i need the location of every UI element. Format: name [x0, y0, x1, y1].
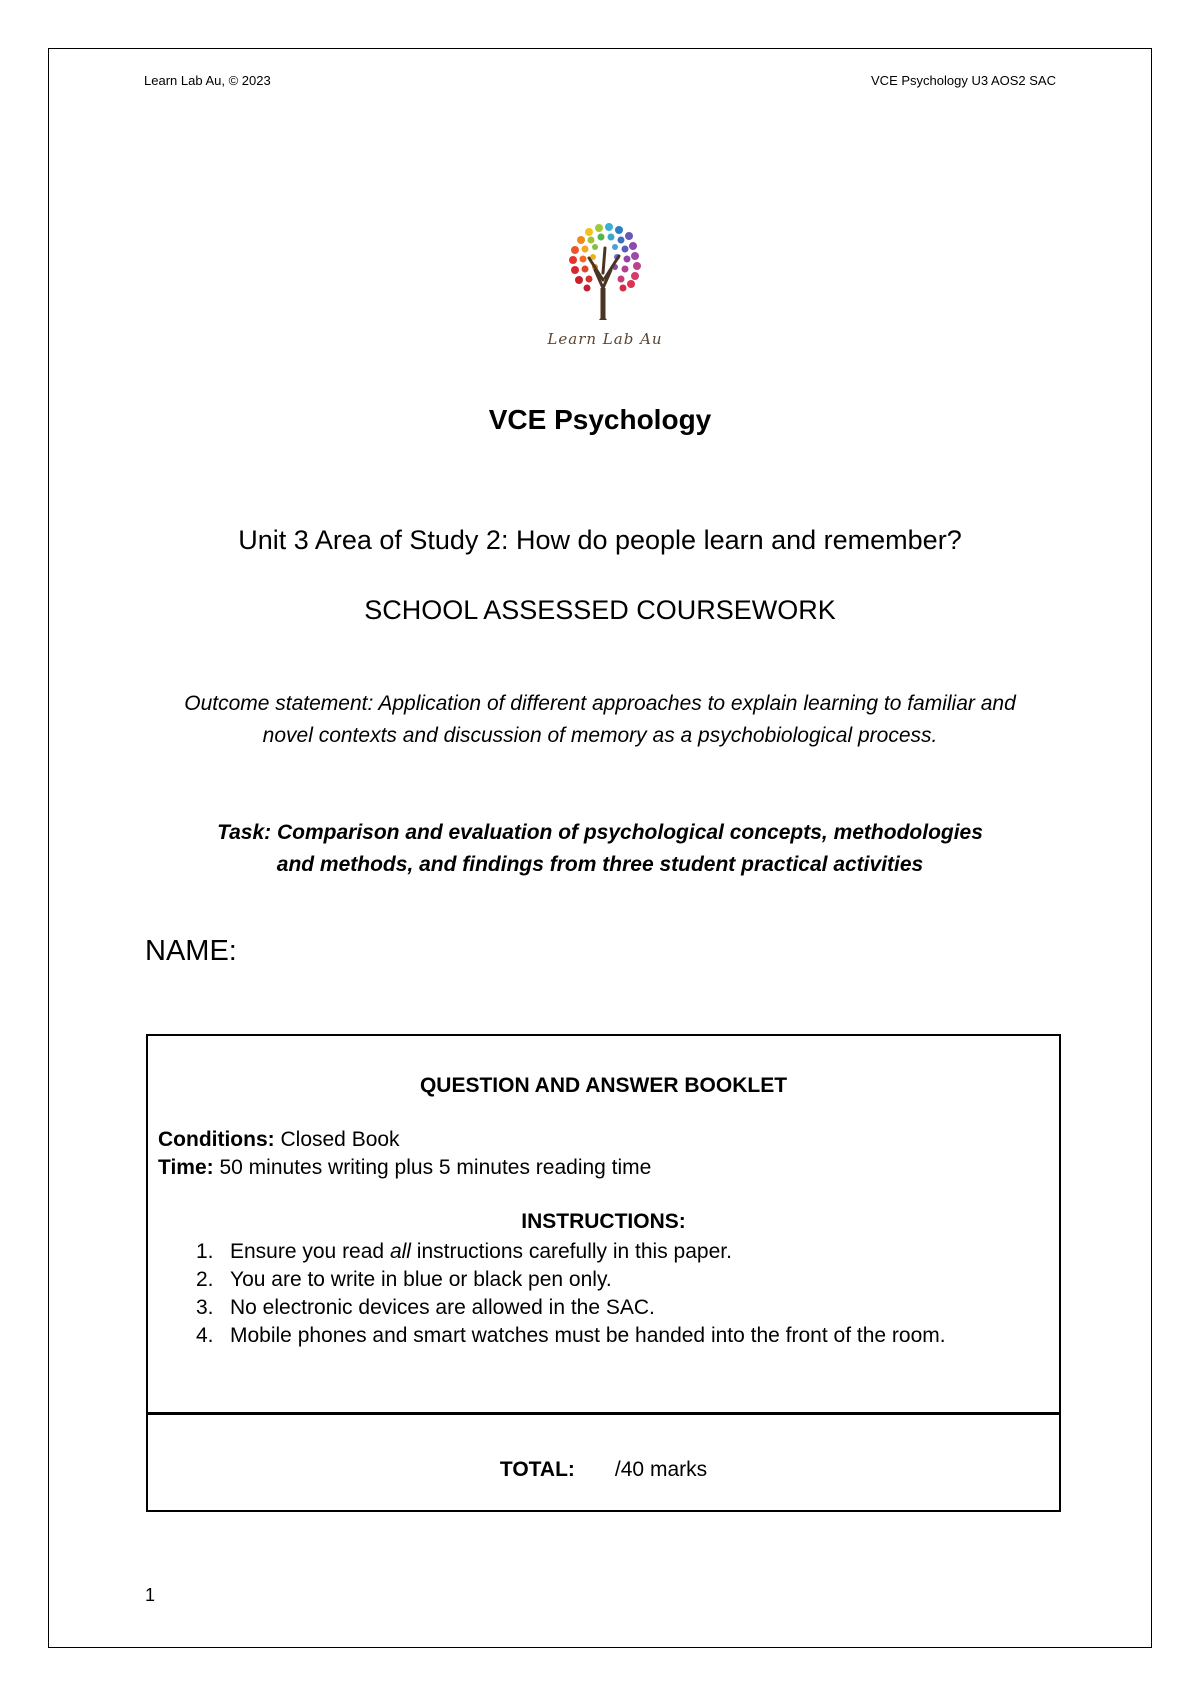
conditions-row [158, 1126, 651, 1154]
task-line-2: and methods, and findings from three student practical activities [276, 853, 924, 876]
list-item-text: Ensure you read [230, 1240, 390, 1263]
conditions-block [158, 1126, 651, 1182]
list-item-text: No electronic devices are allowed in the SAC. [230, 1296, 655, 1319]
booklet-title: QUESTION AND ANSWER BOOKLET [419, 1074, 788, 1097]
list-item-text: Mobile phones and smart watches must be handed into the front of the room. [230, 1324, 946, 1347]
time-value: 50 minutes writing plus 5 minutes reading time [219, 1156, 652, 1179]
header-right: VCE Psychology U3 AOS2 SAC [871, 73, 1056, 88]
instructions-title: INSTRUCTIONS: [521, 1210, 686, 1233]
conditions-value: Closed Book [280, 1128, 400, 1151]
header-left: Learn Lab Au, © 2023 [144, 73, 271, 88]
outcome-statement: Outcome statement: Application of different approaches to explain learning to familiar and novel contexts and discussion of memory as a psychobiological process. [184, 692, 1016, 747]
list-item-text: instructions carefully in this paper. [410, 1240, 732, 1263]
page-number: 1 [145, 1585, 156, 1605]
instructions-list [158, 1238, 1038, 1350]
sac-heading: SCHOOL ASSESSED COURSEWORK [364, 595, 836, 625]
box-divider [148, 1412, 1059, 1415]
conditions-label: Conditions: [158, 1128, 275, 1151]
list-item [158, 1322, 1038, 1350]
list-item [158, 1294, 1038, 1322]
page-title: VCE Psychology [488, 404, 712, 435]
name-label: NAME: [145, 935, 237, 967]
colorful-tree-icon [545, 218, 665, 328]
list-item-number: 3. [196, 1296, 214, 1319]
list-item-text: You are to write in blue or black pen only. [230, 1268, 612, 1291]
list-item-number: 2. [196, 1268, 214, 1291]
logo [545, 218, 665, 368]
time-label: Time: [158, 1156, 214, 1179]
total-value: /40 marks [614, 1458, 708, 1481]
task-statement [144, 817, 1056, 881]
total-row [148, 1458, 1059, 1482]
list-item-emphasis: all [389, 1240, 411, 1263]
total-label: TOTAL: [499, 1458, 575, 1481]
list-item-number: 4. [196, 1324, 214, 1347]
time-row [158, 1154, 651, 1182]
list-item-number: 1. [196, 1240, 214, 1263]
unit-heading: Unit 3 Area of Study 2: How do people learn and remember? [238, 525, 962, 555]
logo-text: Learn Lab Au [547, 330, 663, 348]
list-item [158, 1266, 1038, 1294]
booklet-box [146, 1034, 1061, 1512]
list-item [158, 1238, 1038, 1266]
task-line-1: Task: Comparison and evaluation of psychological concepts, methodologies [217, 821, 983, 844]
